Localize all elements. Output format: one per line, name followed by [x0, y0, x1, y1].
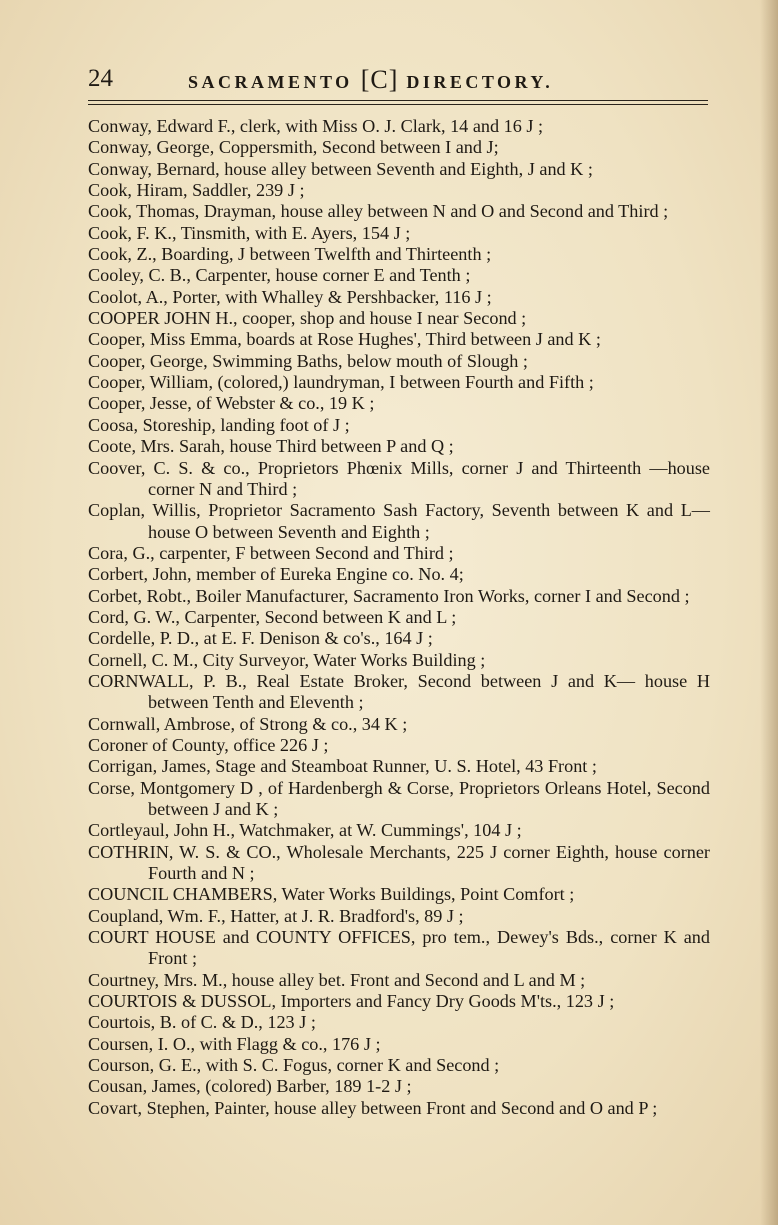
directory-entry: Coote, Mrs. Sarah, house Third between P and Q ;	[88, 436, 454, 457]
directory-entry: Cook, Z., Boarding, J between Twelfth and Thirteenth ;	[88, 244, 492, 265]
directory-entry: Cooper, Jesse, of Webster & co., 19 K ;	[88, 393, 375, 414]
directory-entry: Cooley, C. B., Carpenter, house corner E and Tenth ;	[88, 265, 471, 286]
directory-entry: Conway, George, Coppersmith, Second between I and J;	[88, 137, 499, 158]
directory-entry: COUNCIL CHAMBERS, Water Works Buildings, Point Comfort ;	[88, 884, 575, 905]
directory-entry: Coover, C. S. & co., Proprietors Phœnix Mills, corner J and Thirteenth —house corner N and Third ;	[88, 457, 710, 499]
running-title-right: DIRECTORY.	[406, 72, 554, 92]
directory-entry: Corbert, John, member of Eureka Engine co. No. 4;	[88, 564, 464, 585]
directory-entry: Cornell, C. M., City Surveyor, Water Works Building ;	[88, 649, 486, 670]
directory-entry: Conway, Bernard, house alley between Seventh and Eighth, J and K ;	[88, 158, 593, 179]
header-rule-bottom	[88, 104, 708, 105]
directory-entry: Courson, G. E., with S. C. Fogus, corner K and Second ;	[88, 1055, 500, 1076]
directory-entry: Corbet, Robt., Boiler Manufacturer, Sacramento Iron Works, corner I and Second ;	[88, 585, 690, 606]
directory-entry: COURT HOUSE and COUNTY OFFICES, pro tem., Dewey's Bds., corner K and Front ;	[88, 927, 710, 969]
directory-entry: Cooper, Miss Emma, boards at Rose Hughes', Third between J and K ;	[88, 329, 601, 350]
directory-entry: Courtney, Mrs. M., house alley bet. Front and Second and L and M ;	[88, 969, 586, 990]
directory-entry: Cook, Thomas, Drayman, house alley between N and O and Second and Third ;	[88, 201, 669, 222]
directory-entry: Cook, Hiram, Saddler, 239 J ;	[88, 180, 305, 201]
directory-entry: Cooper, George, Swimming Baths, below mouth of Slough ;	[88, 350, 528, 371]
page-number: 24	[88, 65, 113, 92]
running-title	[188, 64, 553, 98]
directory-entry: Courtois, B. of C. & D., 123 J ;	[88, 1012, 316, 1033]
page-edge-shadow	[760, 0, 778, 1225]
directory-entry: Covart, Stephen, Painter, house alley between Front and Second and O and P ;	[88, 1097, 658, 1118]
directory-entry: Coupland, Wm. F., Hatter, at J. R. Bradford's, 89 J ;	[88, 905, 464, 926]
directory-entry: COTHRIN, W. S. & CO., Wholesale Merchants, 225 J corner Eighth, house corner Fourth and N ;	[88, 841, 710, 884]
directory-entry: Corse, Montgomery D , of Hardenbergh & Corse, Proprietors Orleans Hotel, Second between J and K ;	[88, 777, 710, 819]
directory-entry: COOPER JOHN H., cooper, shop and house I near Second ;	[88, 308, 527, 329]
directory-entry: Conway, Edward F., clerk, with Miss O. J. Clark, 14 and 16 J ;	[88, 116, 544, 136]
directory-entry: Cora, G., carpenter, F between Second and Third ;	[88, 542, 454, 563]
directory-entry: Cornwall, Ambrose, of Strong & co., 34 K ;	[88, 713, 408, 734]
directory-entry: Corrigan, James, Stage and Steamboat Runner, U. S. Hotel, 43 Front ;	[88, 756, 597, 777]
directory-entry: CORNWALL, P. B., Real Estate Broker, Second between J and K— house H between Tenth and Eleventh ;	[88, 670, 710, 713]
page-header	[88, 62, 708, 102]
directory-entry: Coolot, A., Porter, with Whalley & Pershbacker, 116 J ;	[88, 286, 492, 307]
directory-entry: Cordelle, P. D., at E. F. Denison & co's., 164 J ;	[88, 628, 433, 649]
directory-entries	[88, 116, 710, 1119]
directory-entry: Cook, F. K., Tinsmith, with E. Ayers, 154 J ;	[88, 222, 411, 243]
running-title-left: SACRAMENTO	[188, 72, 353, 92]
header-rule-top	[88, 100, 708, 101]
directory-entry: Coroner of County, office 226 J ;	[88, 734, 329, 755]
running-title-letter: [C]	[360, 65, 399, 94]
directory-entry: Coosa, Storeship, landing foot of J ;	[88, 414, 350, 435]
directory-entry: Cord, G. W., Carpenter, Second between K and L ;	[88, 606, 457, 627]
directory-entry: Cortleyaul, John H., Watchmaker, at W. Cummings', 104 J ;	[88, 820, 522, 841]
directory-entry: Coursen, I. O., with Flagg & co., 176 J ;	[88, 1033, 381, 1054]
directory-entry: COURTOIS & DUSSOL, Importers and Fancy Dry Goods M'ts., 123 J ;	[88, 991, 615, 1012]
directory-entry: Cooper, William, (colored,) laundryman, I between Fourth and Fifth ;	[88, 372, 594, 393]
directory-entry: Coplan, Willis, Proprietor Sacramento Sash Factory, Seventh between K and L—house O between Seventh and Eighth ;	[88, 500, 710, 542]
directory-entry: Cousan, James, (colored) Barber, 189 1-2 J ;	[88, 1076, 412, 1097]
